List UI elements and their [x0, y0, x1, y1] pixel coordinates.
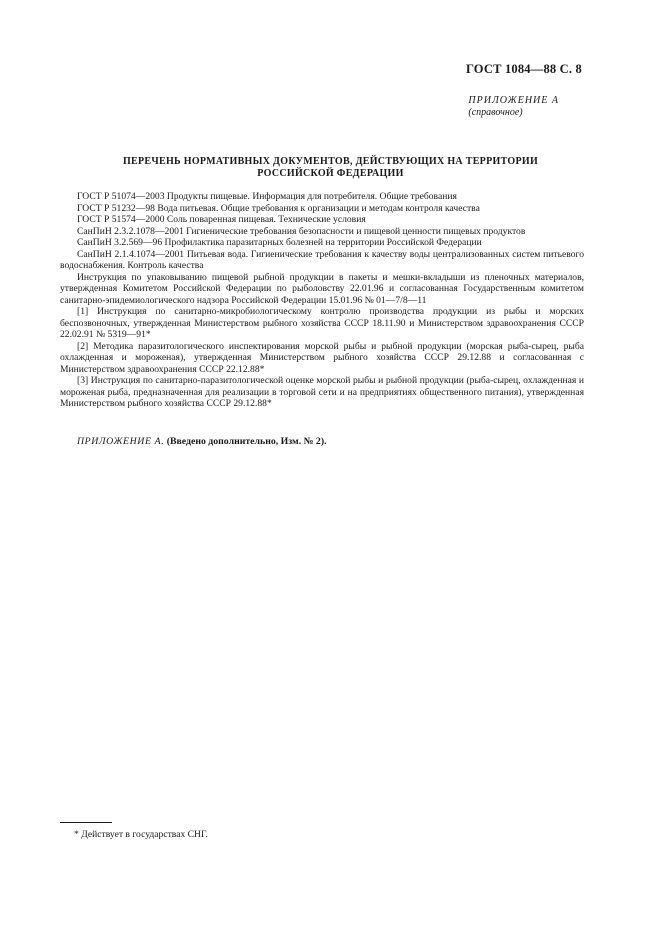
document-entry: [2] Методика паразитологического инспектирования морской рыбы и рыбной продукции (морская рыба-сырец, рыба охлажденная и мороженая), утвержденная Министерством рыбного хозяйства СССР 29.12.88 и согласованная с Министерством здравоохранения СССР 22.12.88*: [60, 340, 584, 375]
title-line-2: РОССИЙСКОЙ ФЕДЕРАЦИИ: [257, 168, 404, 179]
page-header: ГОСТ 1084—88 С. 8: [465, 62, 582, 76]
note-text: (Введено дополнительно, Изм. № 2).: [166, 436, 327, 447]
document-entry: ГОСТ Р 51074—2003 Продукты пищевые. Информация для потребителя. Общие требования: [77, 191, 457, 202]
amendment-note: [77, 436, 327, 447]
appendix-type: (справочное): [468, 107, 523, 118]
document-entry: СанПиН 3.2.569—96 Профилактика паразитарных болезней на территории Российской Федерации: [77, 237, 482, 248]
footnote: * Действует в государствах СНГ.: [74, 829, 208, 840]
document-entry: Инструкция по упаковыванию пищевой рыбной продукции в пакеты и мешки-вкладыши из пленочных материалов, утвержденная Комитетом Российской Федерации по рыболовству 22.01.96 и согласованная Государственным комитетом санитарно-эпидемиологического надзора Российской Федерации 15.01.96 № 01—7/8—11: [60, 271, 584, 306]
document-entry: ГОСТ Р 51232—98 Вода питьевая. Общие требования к организации и методам контроля качества: [77, 202, 480, 214]
document-entry: [1] Инструкция по санитарно-микробиологическому контролю производства продукции из рыбы и морских беспозвоночных, утвержденная Министерством рыбного хозяйства СССР 18.11.90 и Министерством здравоохранения СССР 22.02.91 № 5319—91*: [60, 306, 584, 340]
document-entry: СанПиН 2.3.2.1078—2001 Гигиенические требования безопасности и пищевой ценности пищевых продуктов: [77, 225, 526, 237]
document-list-title: [60, 156, 601, 180]
document-entry: СанПиН 2.1.4.1074—2001 Питьевая вода. Гигиенические требования к качеству воды централизованных систем питьевого водоснабжения. Контроль качества: [60, 248, 584, 271]
appendix-label: ПРИЛОЖЕНИЕ А: [468, 95, 559, 106]
document-list: [60, 191, 584, 410]
title-line-1: ПЕРЕЧЕНЬ НОРМАТИВНЫХ ДОКУМЕНТОВ, ДЕЙСТВУЮЩИХ НА ТЕРРИТОРИИ: [122, 156, 539, 167]
note-label: ПРИЛОЖЕНИЕ А.: [77, 436, 165, 447]
footnote-divider: [60, 822, 112, 823]
document-entry: ГОСТ Р 51574—2000 Соль поваренная пищевая. Технические условия: [77, 214, 366, 225]
document-entry: [3] Инструкция по санитарно-паразитологической оценке морской рыбы и рыбной продукции (рыба-сырец, охлажденная и мороженая рыба, предназначенная для реализации в торговой сети и на предприятиях общественного питания), утвержденная Министерством рыбного хозяйства СССР 29.12.88*: [60, 375, 584, 409]
appendix-mark: [468, 95, 559, 119]
